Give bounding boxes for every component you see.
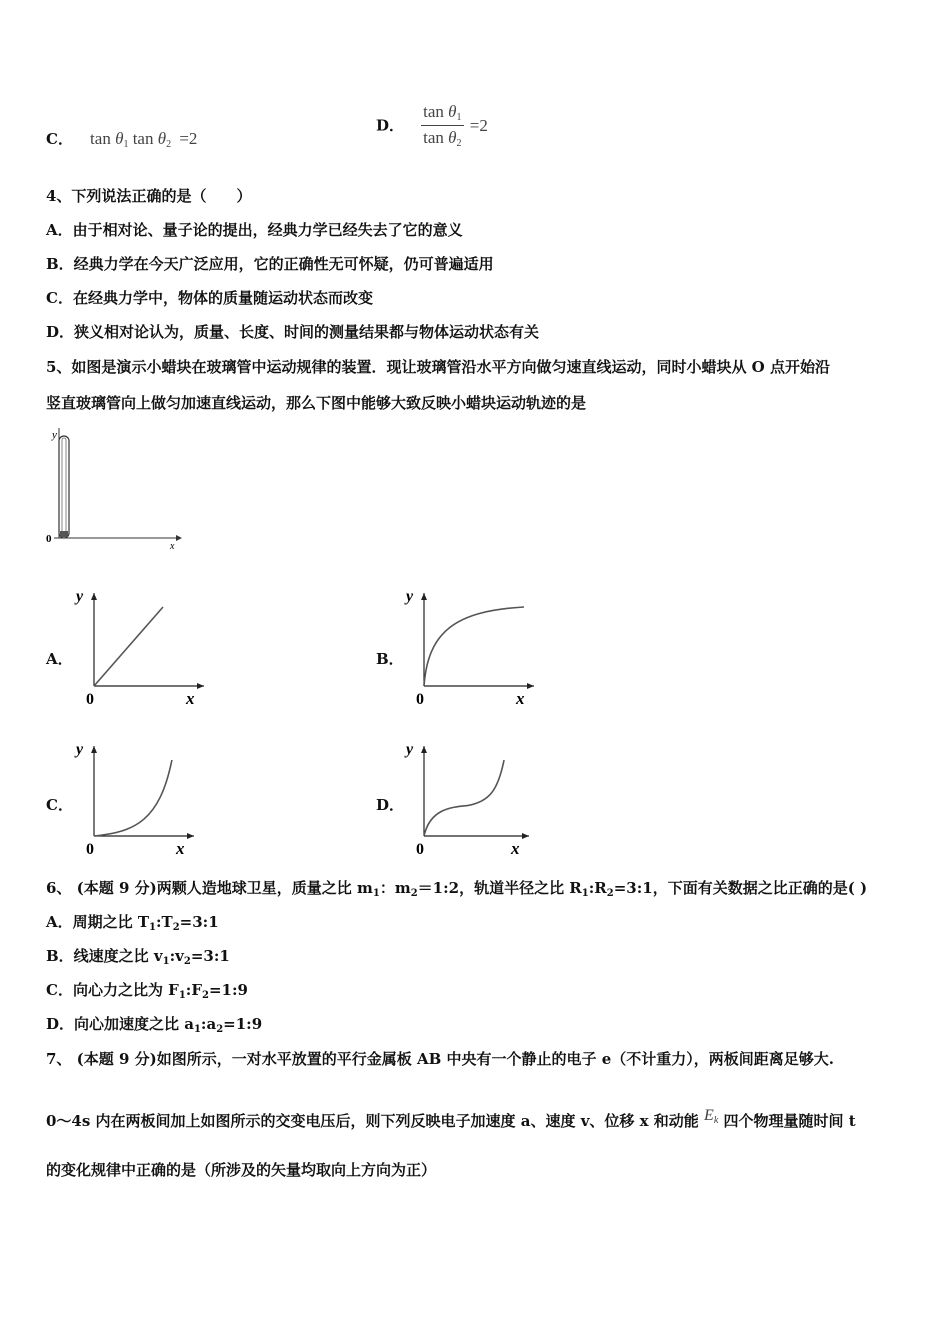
theta-symbol: θ <box>448 102 457 121</box>
option-text: B．线速度之比 v <box>46 947 163 965</box>
tan-text: tan <box>423 128 444 147</box>
q3-option-d-label: D． <box>376 116 405 135</box>
subscript: 1 <box>162 956 170 967</box>
subscript: 2 <box>201 990 209 1001</box>
option-text: A．周期之比 T <box>46 913 150 931</box>
subscript: 2 <box>216 1024 224 1035</box>
q5-option-a-label[interactable]: A． <box>46 650 73 668</box>
theta-symbol: θ <box>448 128 457 147</box>
trajectory-curve <box>424 760 504 836</box>
x-axis-arrow-icon <box>527 683 534 689</box>
q3-option-d-expression <box>421 102 488 149</box>
q6-stem-part: (本题 9 分)两颗人造地球卫星，质量之比 m <box>76 879 373 897</box>
kinetic-energy-symbol <box>704 1107 718 1124</box>
option-text: :T <box>156 913 173 931</box>
trajectory-curve <box>94 760 172 836</box>
glass-tube <box>59 436 69 538</box>
q6-option-b[interactable] <box>46 946 230 972</box>
y-axis-label: y <box>76 588 84 605</box>
tan-text: tan <box>132 129 154 148</box>
q7-stem-part: 四个物理量随时间 t <box>723 1112 856 1130</box>
x-axis-arrow-icon <box>197 683 204 689</box>
ek-e: E <box>704 1107 714 1124</box>
subscript: k <box>713 1115 719 1126</box>
tan-text: tan <box>90 129 111 148</box>
figure-origin-label: 0 <box>46 533 52 545</box>
q3-option-c-label: C． <box>46 130 73 148</box>
y-axis-label: y <box>406 741 414 758</box>
q6-option-c[interactable] <box>46 980 248 1006</box>
subscript: 2 <box>456 138 462 149</box>
y-axis-arrow-icon <box>421 746 427 753</box>
option-text: :F <box>185 981 202 999</box>
subscript: 2 <box>172 922 180 933</box>
q6-stem-part: ＝1:2，轨道半径之比 R <box>417 879 582 897</box>
q5-stem-line1: 5、如图是演示小蜡块在玻璃管中运动规律的装置．现让玻璃管沿水平方向做匀速直线运动，同时小蜡块从 O 点开始沿 <box>46 358 830 376</box>
theta-symbol: θ <box>157 129 167 148</box>
subscript: 2 <box>606 888 614 899</box>
q4-option-b[interactable]: B．经典力学在今天广泛应用，它的正确性无可怀疑，仍可普遍适用 <box>46 255 494 273</box>
subscript: 1 <box>581 888 589 899</box>
q7-stem-line2 <box>46 1107 856 1137</box>
option-text: =3:1 <box>190 947 230 965</box>
q4-option-d[interactable]: D．狭义相对论认为，质量、长度、时间的测量结果都与物体运动状态有关 <box>46 323 540 341</box>
x-axis-label: x <box>516 689 525 708</box>
option-text: =1:9 <box>208 981 248 999</box>
fraction-denominator <box>421 126 463 149</box>
x-axis-arrow-icon <box>522 833 529 839</box>
q5-option-d-graph[interactable] <box>400 736 535 858</box>
option-text: D．向心加速度之比 a <box>46 1015 194 1033</box>
theta-symbol: θ <box>115 129 124 148</box>
y-axis-label: y <box>76 741 84 758</box>
y-axis-arrow-icon <box>421 593 427 600</box>
q5-option-a-graph[interactable] <box>70 583 210 708</box>
subscript: 1 <box>456 112 462 123</box>
equals-value: =2 <box>179 129 198 148</box>
q6-stem-part: =3:1，下面有关数据之比正确的是( ) <box>613 879 868 897</box>
x-axis-label: x <box>186 689 195 708</box>
option-text: =1:9 <box>223 1015 263 1033</box>
tan-text: tan <box>423 102 444 121</box>
q5-option-d-label[interactable]: D． <box>376 796 405 814</box>
glass-tube-inner <box>62 438 66 536</box>
q5-apparatus-figure <box>44 422 184 552</box>
subscript: 2 <box>410 888 418 899</box>
x-axis-arrow-icon <box>176 535 182 541</box>
origin-label: 0 <box>86 841 94 858</box>
q6-stem-part: ：m <box>379 879 411 897</box>
q7-stem-part: 0～4s 内在两板间加上如图所示的交变电压后，则下列反映电子加速度 a、速度 v、位移 x 和动能 <box>46 1112 699 1130</box>
option-text: :v <box>169 947 184 965</box>
x-axis-label: x <box>511 839 520 858</box>
x-axis-label: x <box>176 839 185 858</box>
q4-option-a[interactable]: A．由于相对论、量子论的提出，经典力学已经失去了它的意义 <box>46 221 463 239</box>
q5-option-b-label[interactable]: B． <box>376 650 404 668</box>
q6-number: 6、 <box>46 879 72 897</box>
q5-option-b-graph[interactable] <box>400 583 540 708</box>
q7-stem-line3: 的变化规律中正确的是（所涉及的矢量均取向上方向为正） <box>46 1161 437 1179</box>
option-text: :a <box>200 1015 217 1033</box>
trajectory-curve <box>94 607 163 686</box>
origin-label: 0 <box>416 841 424 858</box>
figure-x-label: x <box>170 541 175 552</box>
option-text: C．向心力之比为 F <box>46 981 179 999</box>
q5-option-c-graph[interactable] <box>70 736 200 858</box>
option-text: =3:1 <box>179 913 219 931</box>
q6-option-d[interactable] <box>46 1014 262 1040</box>
origin-label: 0 <box>86 691 94 708</box>
trajectory-curve <box>424 607 524 686</box>
fraction <box>421 102 463 149</box>
origin-label: 0 <box>416 691 424 708</box>
subscript: 1 <box>193 1024 201 1035</box>
q3-option-d[interactable] <box>376 102 488 149</box>
y-axis-arrow-icon <box>91 593 97 600</box>
q6-option-a[interactable] <box>46 912 219 938</box>
subscript: 1 <box>149 922 156 933</box>
q5-stem-line2: 竖直玻璃管向上做匀加速直线运动，那么下图中能够大致反映小蜡块运动轨迹的是 <box>46 394 587 412</box>
subscript: 1 <box>123 139 129 150</box>
q3-option-c-expression <box>90 129 197 148</box>
x-axis-arrow-icon <box>187 833 194 839</box>
q3-option-c[interactable] <box>46 128 197 150</box>
q4-stem: 4、下列说法正确的是（ ） <box>46 187 252 205</box>
y-axis-label: y <box>406 588 414 605</box>
equals-value: =2 <box>469 115 488 135</box>
subscript: 2 <box>183 956 191 967</box>
wax-block <box>60 531 68 537</box>
q7-stem-line1: 7、 (本题 9 分)如图所示，一对水平放置的平行金属板 AB 中央有一个静止的电子 e（不计重力），两板间距离足够大. <box>46 1050 834 1068</box>
y-axis-arrow-icon <box>91 746 97 753</box>
fraction-numerator <box>421 102 463 126</box>
subscript: 1 <box>178 990 186 1001</box>
q6-stem-part: :R <box>588 879 607 897</box>
subscript: 1 <box>372 888 380 899</box>
q4-option-c[interactable]: C．在经典力学中，物体的质量随运动状态而改变 <box>46 289 373 307</box>
figure-y-label: y <box>52 429 57 441</box>
subscript: 2 <box>166 139 172 150</box>
q5-option-c-label[interactable]: C． <box>46 796 73 814</box>
q6-stem <box>46 878 867 904</box>
